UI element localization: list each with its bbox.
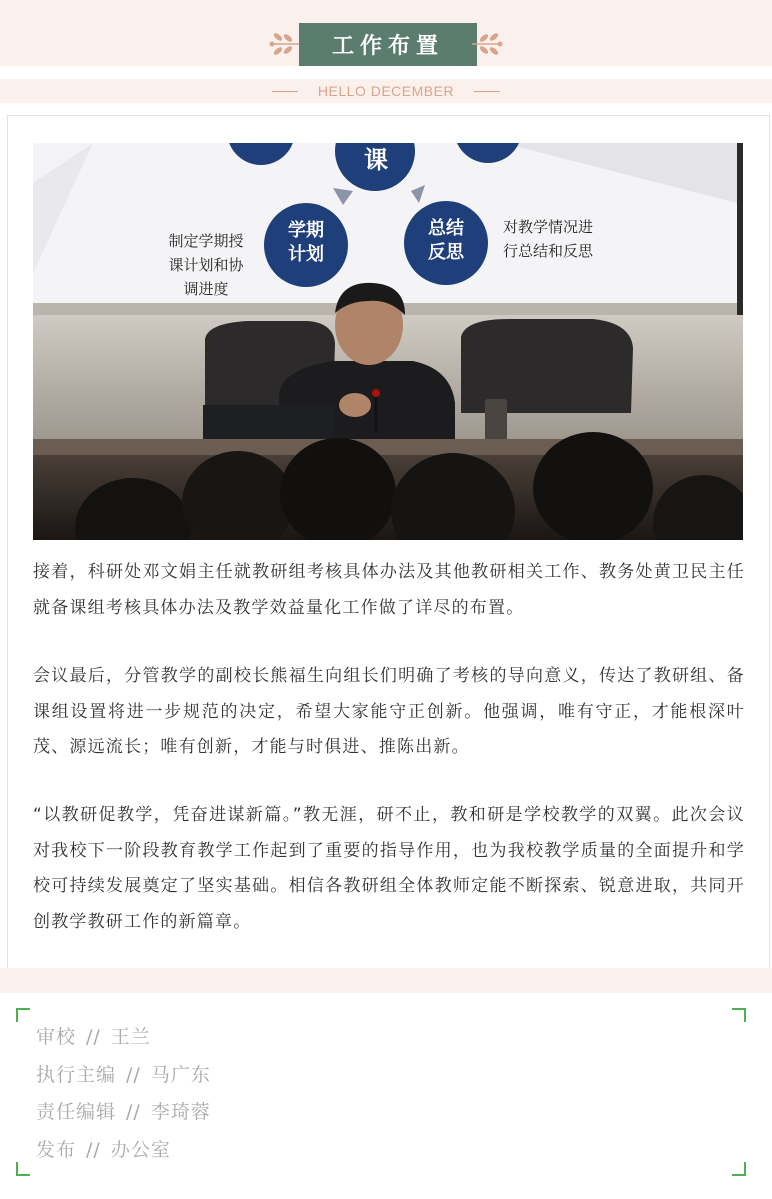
- credit-separator: //: [86, 1138, 101, 1161]
- credit-separator: //: [126, 1063, 141, 1086]
- divider: [272, 91, 298, 92]
- credit-line: [36, 1019, 211, 1057]
- credits: [36, 1019, 211, 1169]
- credit-role: 执行主编: [36, 1063, 117, 1086]
- credit-role: 发布: [36, 1138, 77, 1161]
- credit-name: 王兰: [110, 1026, 151, 1048]
- meeting-photo: [33, 143, 743, 540]
- article-paragraph: 接着，科研处邓文娟主任就教研组考核具体办法及其他教研相关工作、教务处黄卫民主任就备课组考核具体办法及教学效益量化工作做了详尽的布置。: [33, 562, 745, 618]
- page-title: 工作布置: [299, 23, 477, 66]
- credit-name: 办公室: [110, 1138, 171, 1161]
- slide-text-top: 课: [364, 146, 388, 174]
- credit-name: 李琦蓉: [150, 1101, 211, 1123]
- article-paragraph: “以教研促教学，凭奋进谋新篇。”教无涯，研不止，教和研是学校教学的双翼。此次会议对我校下一阶段教育教学工作起到了重要的指导作用，也为我校教学质量的全面提升和学校可持续发展奠定了坚实基础。相信各教研组全体教师定能不断探索、锐意进取，共同开创教学教研工作的新篇章。: [33, 805, 745, 932]
- subtitle: HELLO DECEMBER: [317, 83, 455, 99]
- divider: [474, 91, 500, 92]
- slide-caption-left: 制定学期授 课计划和协 调进度: [168, 232, 244, 298]
- slide-text-left-circle: 学期 计划: [288, 220, 324, 265]
- credit-role: 责任编辑: [36, 1101, 117, 1123]
- corner-bracket-icon: [16, 1162, 30, 1176]
- slide-text-right-circle: 总结 反思: [428, 218, 464, 263]
- meeting-photo-illustration: [33, 143, 743, 540]
- credit-line: [36, 1132, 211, 1170]
- slide-caption-right: 对教学情况进 行总结和反思: [503, 218, 594, 260]
- credit-line: [36, 1094, 211, 1132]
- credit-separator: //: [126, 1101, 141, 1123]
- credit-role: 审校: [36, 1026, 77, 1048]
- corner-bracket-icon: [732, 1162, 746, 1176]
- corner-bracket-icon: [16, 1008, 30, 1022]
- footer-band: [0, 968, 772, 993]
- sprig-left-icon: [268, 28, 302, 60]
- subtitle-band: [0, 79, 772, 103]
- sprig-right-icon: [470, 28, 504, 60]
- credit-line: [36, 1057, 211, 1095]
- corner-bracket-icon: [732, 1008, 746, 1022]
- credit-name: 马广东: [150, 1063, 211, 1086]
- article-paragraph: 会议最后，分管教学的副校长熊福生向组长们明确了考核的导向意义，传达了教研组、备课组设置将进一步规范的决定，希望大家能守正创新。他强调，唯有守正，才能根深叶茂、源远流长；唯有创新，才能与时俱进、推陈出新。: [33, 666, 745, 757]
- credit-separator: //: [86, 1026, 101, 1048]
